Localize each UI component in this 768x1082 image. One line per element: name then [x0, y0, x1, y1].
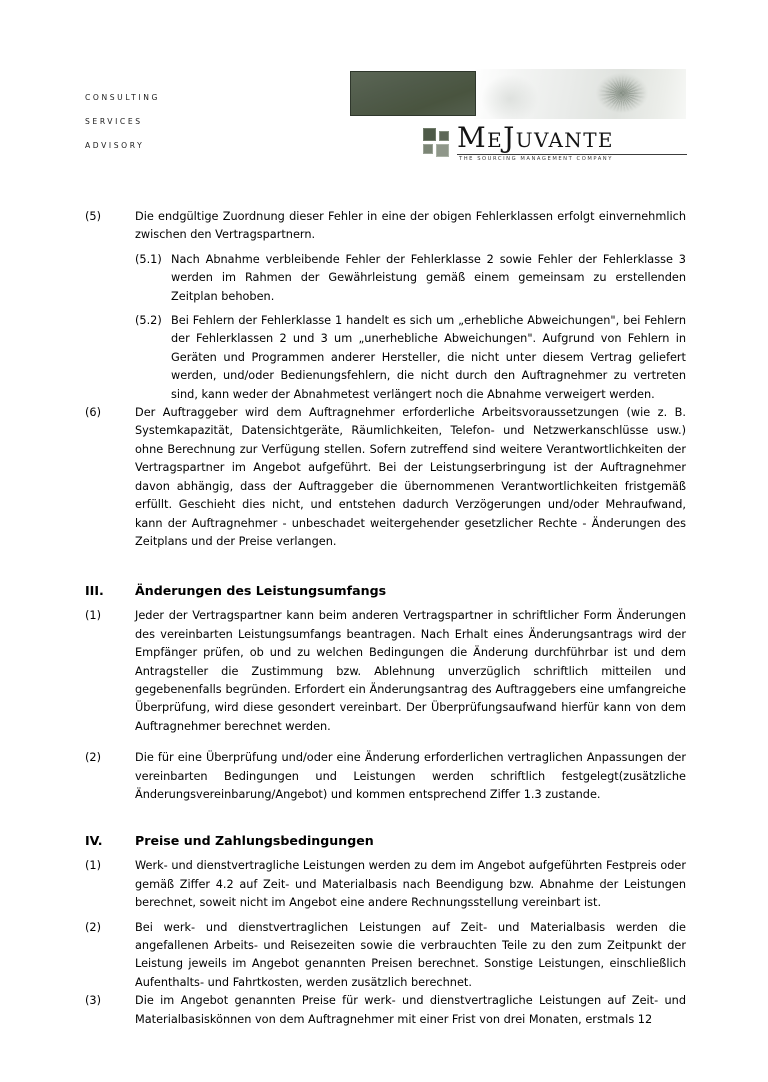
- clause-number: (3): [85, 994, 102, 1008]
- section-heading-iv: [85, 831, 686, 851]
- clause-text: Der Auftraggeber wird dem Auftragnehmer erforderliche Arbeitsvoraussetzungen (wie z. B. Systemkapazität, Datensichtgeräte, Räumlichkeiten, Telefon- und Netzwerkanschlüsse usw.) ohne Berechnung zur Verfügung stellen. Sofern zutreffend sind weitere Verantwortlichkeiten der Vertragspartner im Angebot aufgeführt. Bei der Leistungserbringung ist der Auftragnehmer davon abhängig, dass der Auftraggeber die übernommenen Verantwortlichkeiten fristgemäß erfüllt. Geschieht dies nicht, und entstehen dadurch Verzögerungen und/oder Mehraufwand, kann der Auftragnehmer - unbeschadet weitergehender gesetzlicher Rechte - Änderungen des Zeitplans und der Preise verlangen.: [135, 406, 686, 548]
- spacer: [0, 551, 768, 581]
- logo-square-bottom-left: [423, 144, 433, 154]
- clause-5-1: [135, 251, 686, 306]
- header-claim-block: [85, 86, 285, 158]
- clause-iv-2: [85, 919, 686, 993]
- clause-6: [85, 404, 686, 551]
- banner-green-block: [350, 71, 476, 116]
- clause-5-2: [135, 312, 686, 404]
- clause-number: (5.2): [135, 314, 162, 328]
- claim-line-consulting: CONSULTING: [85, 93, 160, 102]
- claim-line-services: SERVICES: [85, 117, 143, 126]
- section-title: Änderungen des Leistungsumfangs: [135, 583, 387, 599]
- clause-text: Jeder der Vertragspartner kann beim anderen Vertragspartner in schriftlicher Form Änderungen des vereinbarten Leistungsumfangs beantragen. Nach Erhalt eines Änderungsantrags wird der Empfänger prüfen, ob und zu welchen Bedingungen die Änderung durchführbar ist und dem Antragsteller die Zustimmung bzw. Ablehnung unverzüglich schriftlich mitteilen und gegebenenfalls begründen. Erfordert ein Änderungsantrag des Auftraggebers eine umfangreiche Überprüfung, wird diese gesondert vereinbart. Der Überprüfungsaufwand hierfür kann von dem Auftragnehmer berechnet werden.: [135, 609, 686, 733]
- clause-iv-1: [85, 857, 686, 912]
- section-number: III.: [85, 583, 104, 599]
- clause-text: Nach Abnahme verbleibende Fehler der Fehlerklasse 2 sowie Fehler der Fehlerklasse 3 werden im Rahmen der Gewährleistung gemäß einem gemeinsam zu erstellenden Zeitplan behoben.: [171, 252, 686, 303]
- clause-iv-3: [85, 992, 686, 1029]
- claim-line-advisory: ADVISORY: [85, 141, 145, 150]
- clause-number: (2): [85, 751, 102, 765]
- logo-wordmark-rest: UVANTE: [515, 128, 614, 152]
- logo-tagline: THE SOURCING MANAGEMENT COMPANY: [459, 156, 613, 162]
- clause-number: (5): [85, 210, 102, 223]
- logo-square-top-right: [439, 131, 449, 141]
- clause-text: Bei werk- und dienstvertraglichen Leistungen auf Zeit- und Materialbasis werden die angefallenen Arbeits- und Reisezeiten sowie die verbrauchten Teile zu den zum Zeitpunkt der Leistung jeweils im Angebot genannten Preisen berechnet. Sonstige Leistungen, einschließlich Aufenthalts- und Fahrtkosten, werden zusätzlich berechnet.: [135, 920, 686, 989]
- logo-square-top-left: [423, 128, 436, 141]
- clause-number: (5.1): [135, 252, 162, 266]
- header-banner: [349, 69, 686, 119]
- logo-wordmark: [457, 122, 614, 156]
- clause-text: Die für eine Überprüfung und/oder eine Änderung erforderlichen vertraglichen Anpassungen der vereinbarten Bedingungen und Leistungen werden schriftlich festgelegt(zusätzliche Änderungsvereinbarung/Angebot) und kommen entsprechend Ziffer 1.3 zustande.: [135, 751, 686, 801]
- spacer: [0, 804, 768, 831]
- spacer: [0, 736, 768, 749]
- clause-text: Werk- und dienstvertragliche Leistungen werden zu dem im Angebot aufgeführten Festpreis oder gemäß Ziffer 4.2 auf Zeit- und Materialbasis nach Beendigung bzw. Abnahme der Leistungen berechnet, soweit nicht im Angebot eine andere Rechnungsstellung vereinbart ist.: [135, 859, 686, 910]
- clause-number: (2): [85, 920, 102, 934]
- logo-underline-rule: [457, 154, 687, 155]
- clause-number: (1): [85, 859, 102, 873]
- clause-5: [85, 208, 686, 245]
- logo-squares-icon: [423, 128, 453, 157]
- clause-text: Die im Angebot genannten Preise für werk- und dienstvertragliche Leistungen auf Zeit- und Materialbasiskönnen von dem Auftragnehmer mit einer Frist von drei Monaten, erstmals 12: [135, 994, 686, 1026]
- section-heading-iii: [85, 581, 686, 601]
- section-number: IV.: [85, 833, 103, 849]
- clause-number: (1): [85, 609, 102, 623]
- company-logo: [423, 121, 687, 166]
- logo-wordmark-j: J: [503, 121, 516, 154]
- section-title: Preise und Zahlungsbedingungen: [135, 833, 374, 849]
- logo-square-bottom-right: [436, 144, 449, 157]
- clause-text: Bei Fehlern der Fehlerklasse 1 handelt es sich um „erhebliche Abweichungen", bei Fehlern der Fehlerklassen 2 und 3 um „unerhebliche Abweichungen". Aufgrund von Fehlern in Geräten und Programmen anderer Hersteller, die nicht unter diesem Vertrag geliefert werden, und/oder Bedienungsfehlern, die nicht durch den Auftragnehmer zu vertreten sind, kann weder der Abnahmetest verlängert noch die Abnahme verweigert werden.: [171, 314, 686, 401]
- page-header: [0, 0, 768, 190]
- clause-iii-1: [85, 607, 686, 736]
- logo-wordmark-m: M: [457, 121, 488, 154]
- clause-number: (6): [85, 406, 102, 420]
- logo-wordmark-e: E: [487, 128, 504, 152]
- clause-text: Die endgültige Zuordnung dieser Fehler in eine der obigen Fehlerklassen erfolgt einvernehmlich zwischen den Vertragspartnern.: [135, 210, 686, 242]
- banner-background-photo: [474, 69, 686, 119]
- clause-iii-2: [85, 749, 686, 804]
- document-body: [0, 208, 768, 1029]
